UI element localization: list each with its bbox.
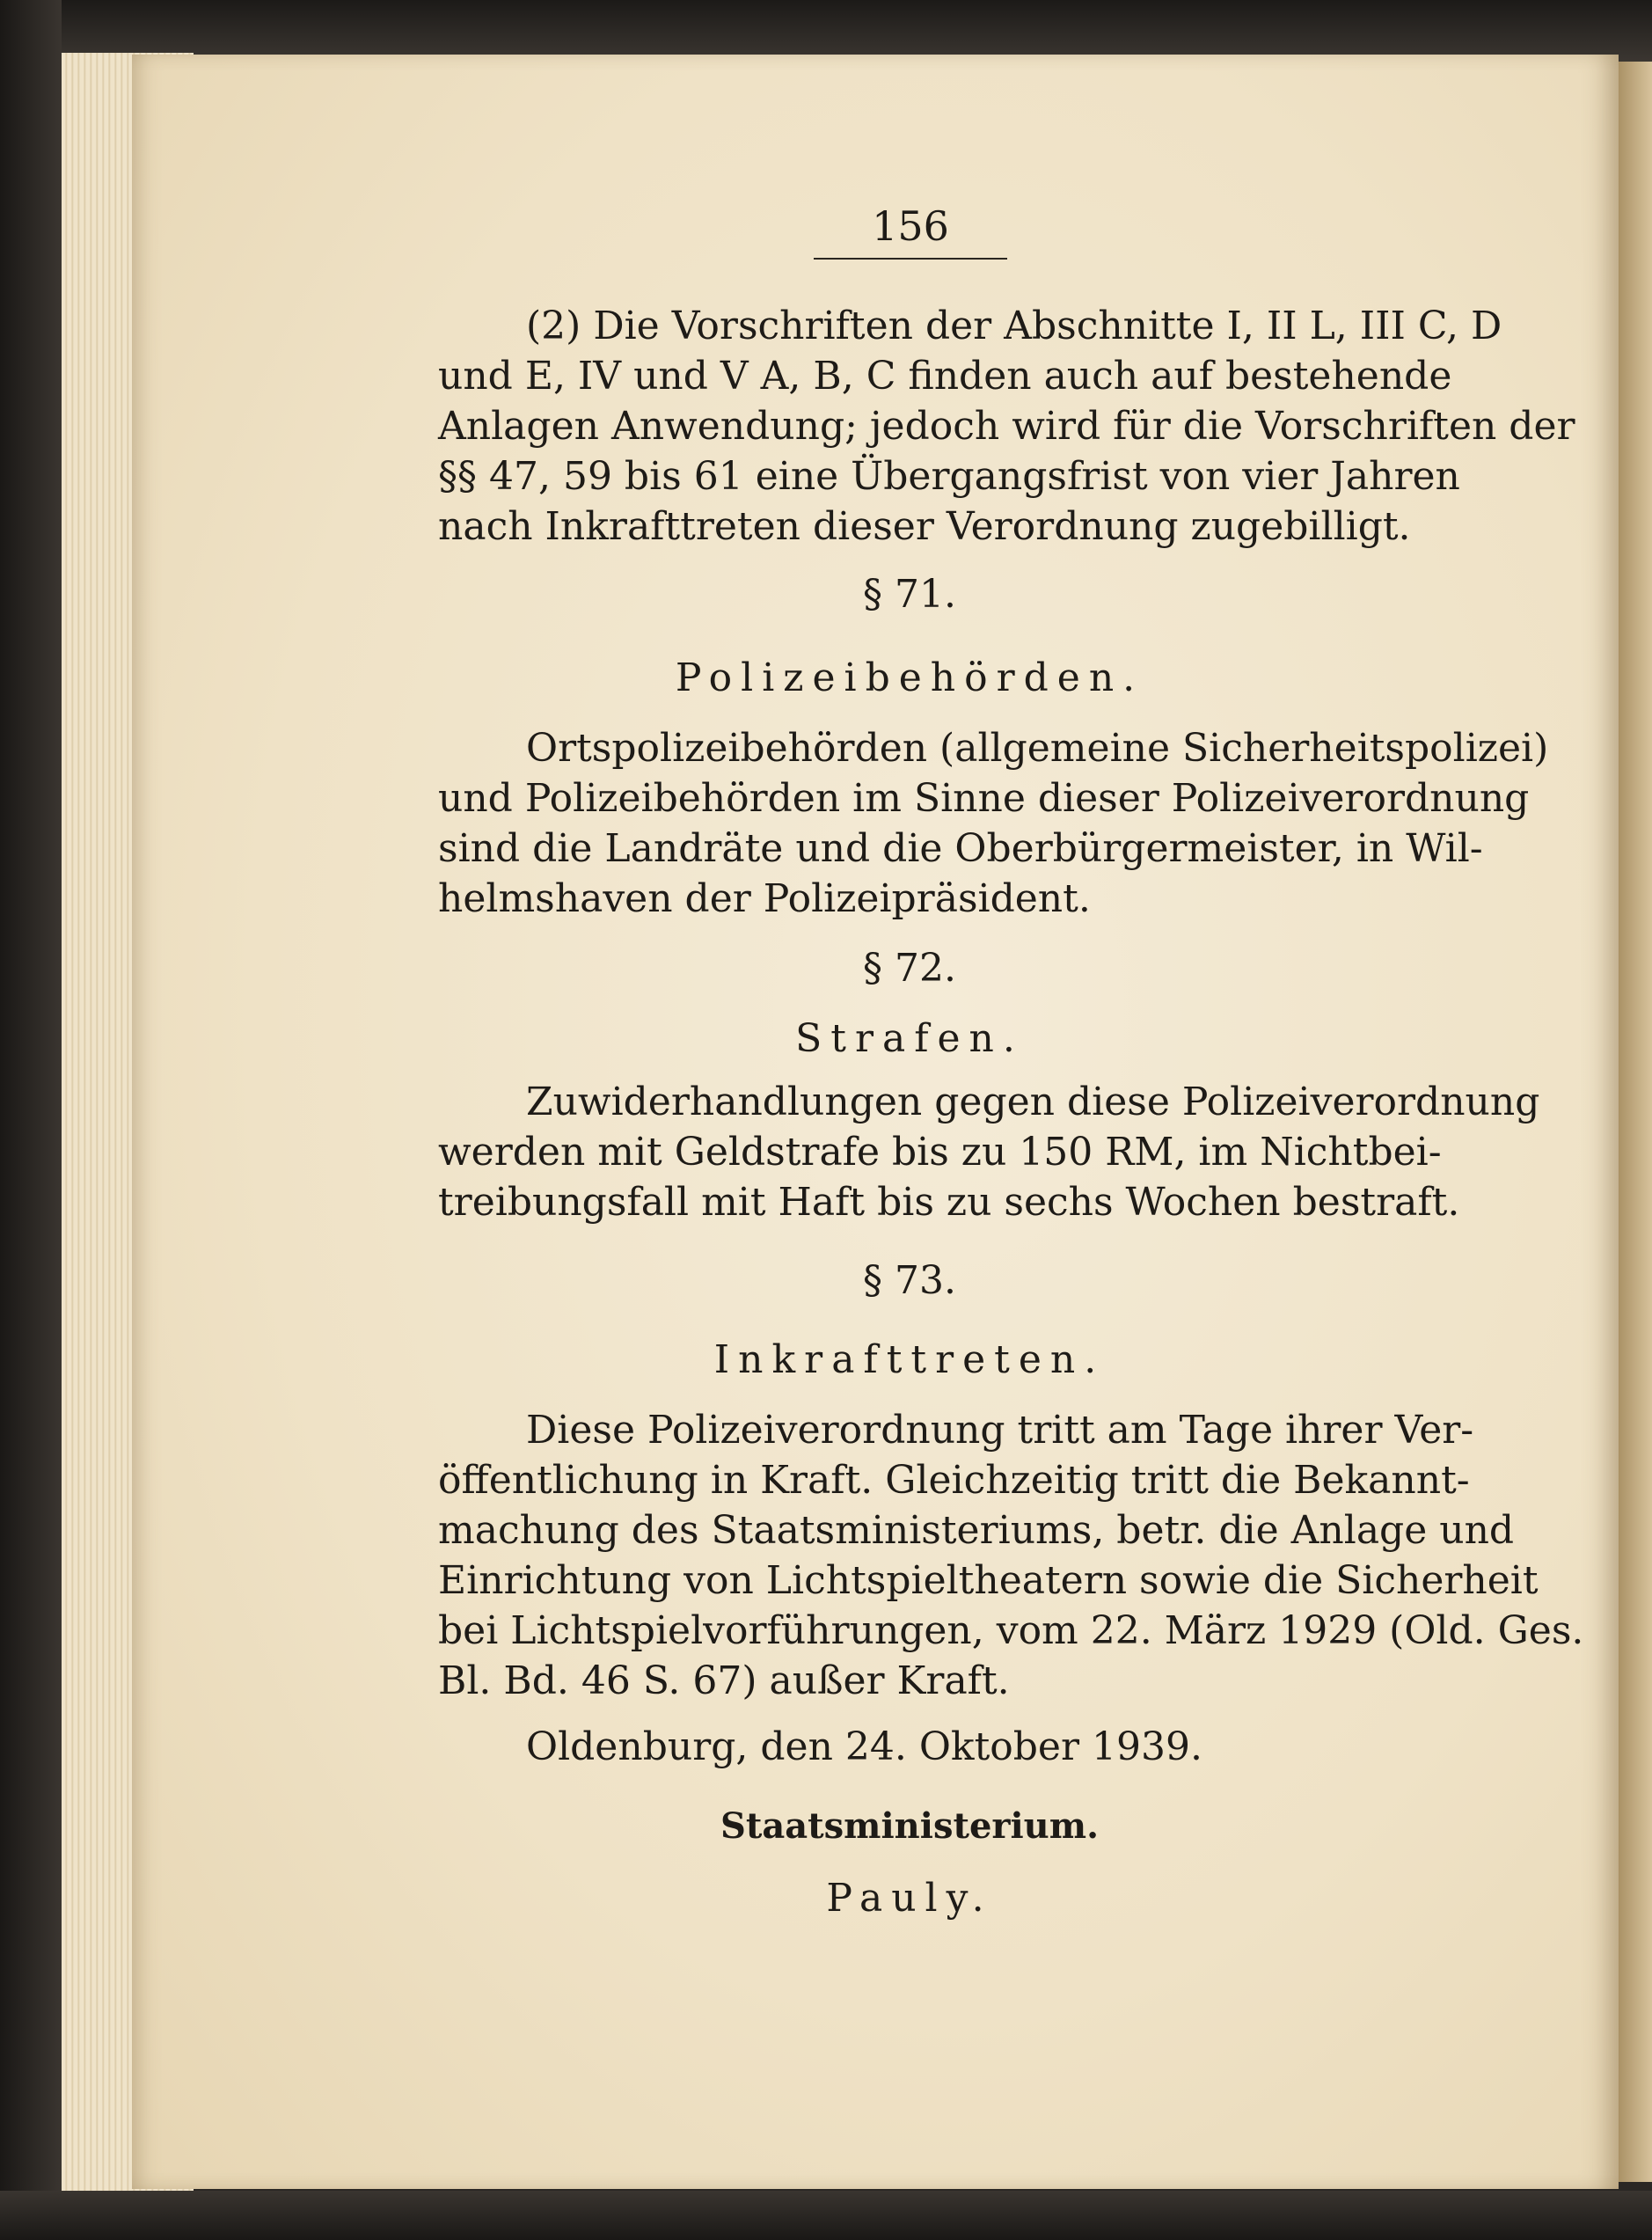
section-number: § 71. <box>863 572 956 617</box>
section-line: helmshaven der Polizeipräsident. <box>438 876 1091 921</box>
section-line: Ortspolizeibehörden (allgemeine Sicherheitspolizei) <box>526 726 1549 771</box>
section-line: werden mit Geldstrafe bis zu 150 RM, im Nichtbei- <box>438 1130 1442 1175</box>
signature: Pauly. <box>826 1876 993 1921</box>
facing-page-edge <box>1617 62 1652 2182</box>
book-cover-left <box>0 0 62 2240</box>
section-line: Zuwiderhandlungen gegen diese Polizeiverordnung <box>526 1080 1540 1124</box>
book-cover-top <box>0 0 1652 62</box>
para-2-line: nach Inkrafttreten dieser Verordnung zugebilligt. <box>438 504 1411 549</box>
page-number-rule <box>814 258 1007 260</box>
section-heading: Inkrafttreten. <box>713 1337 1106 1382</box>
section-line: treibungsfall mit Haft bis zu sechs Wochen bestraft. <box>438 1180 1460 1225</box>
section-line: öffentlichung in Kraft. Gleichzeitig tritt die Bekannt- <box>438 1458 1470 1503</box>
section-line: bei Lichtspielvorführungen, vom 22. März 1929 (Old. Ges. <box>438 1608 1584 1653</box>
section-heading: Strafen. <box>795 1016 1024 1061</box>
section-number: § 72. <box>863 946 956 991</box>
section-line: Einrichtung von Lichtspieltheatern sowie die Sicherheit <box>438 1558 1539 1603</box>
section-line: Bl. Bd. 46 S. 67) außer Kraft. <box>438 1658 1010 1703</box>
section-line: und Polizeibehörden im Sinne dieser Polizeiverordnung <box>438 776 1530 821</box>
para-2-line: (2) Die Vorschriften der Abschnitte I, II L, III C, D <box>526 304 1502 348</box>
para-2-line: §§ 47, 59 bis 61 eine Übergangsfrist von vier Jahren <box>438 454 1460 499</box>
authority: Staatsministerium. <box>720 1805 1100 1847</box>
para-2-line: und E, IV und V A, B, C finden auch auf bestehende <box>438 354 1452 399</box>
section-heading: Polizeibehörden. <box>675 655 1144 700</box>
section-line: sind die Landräte und die Oberbürgermeister, in Wil- <box>438 826 1483 871</box>
section-line: Diese Polizeiverordnung tritt am Tage ihrer Ver- <box>526 1408 1474 1453</box>
section-line: machung des Staatsministeriums, betr. die Anlage und <box>438 1508 1515 1553</box>
para-2-line: Anlagen Anwendung; jedoch wird für die Vorschriften der <box>438 404 1575 449</box>
section-number: § 73. <box>863 1258 956 1303</box>
book-cover-bottom <box>0 2191 1652 2240</box>
page-number: 156 <box>872 202 949 250</box>
place-date: Oldenburg, den 24. Oktober 1939. <box>526 1724 1202 1769</box>
